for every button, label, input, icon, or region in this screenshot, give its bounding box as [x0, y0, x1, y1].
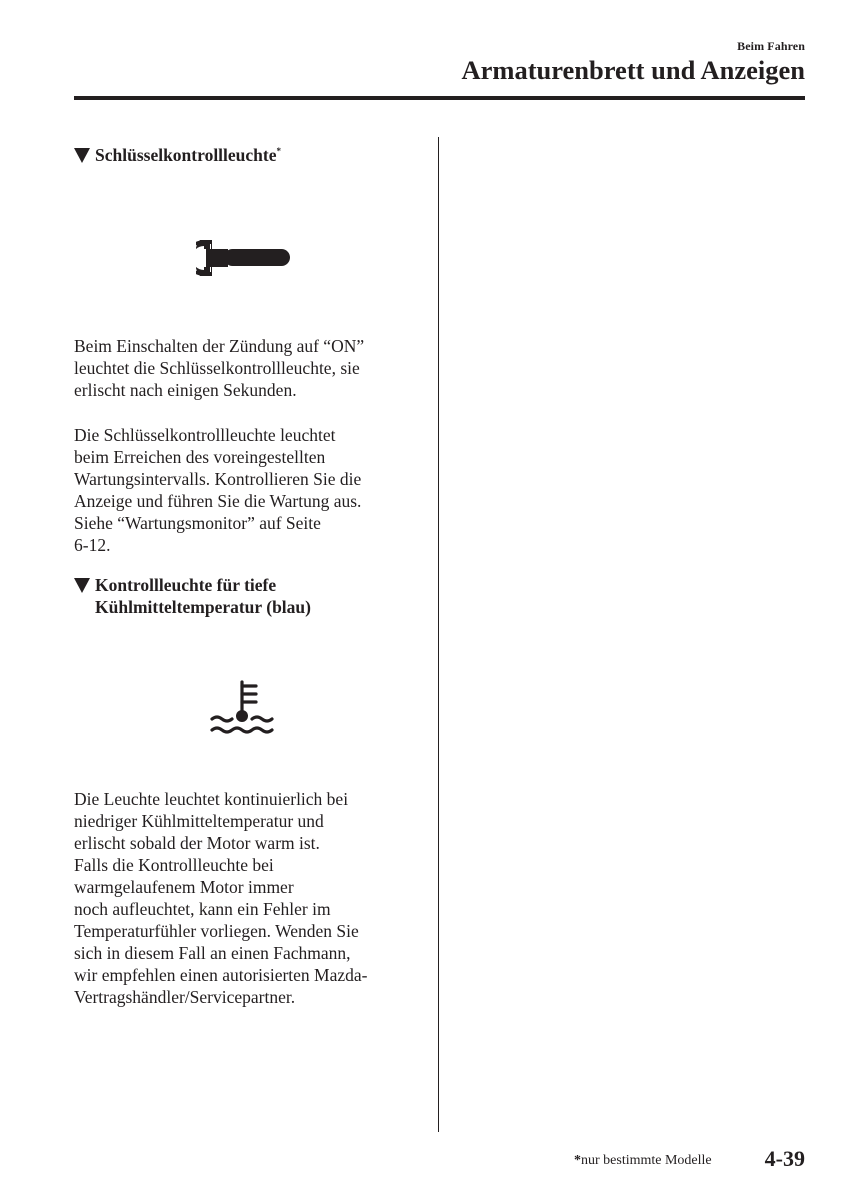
page-number: 4-39	[764, 1146, 805, 1171]
footnote-mark: *	[574, 1153, 581, 1168]
triangle-bullet-icon	[74, 148, 90, 163]
triangle-bullet-icon	[74, 578, 90, 593]
page-title: Armaturenbrett und Anzeigen	[461, 55, 805, 85]
wrench-icon	[196, 236, 292, 285]
footnote-text: nur bestimmte Modelle	[581, 1153, 712, 1168]
section-heading-text: Kühlmitteltemperatur (blau)	[95, 597, 311, 617]
heading-footnote-mark: *	[276, 146, 282, 157]
section-heading-text: Kontrollleuchte für tiefe	[95, 575, 277, 595]
section-heading-coolant-indicator	[74, 574, 311, 618]
footnote	[574, 1153, 712, 1169]
coolant-temperature-icon	[208, 678, 278, 743]
header-rule	[74, 96, 805, 100]
paragraph: Die Schlüsselkontrollleuchte leuchtet beim Erreichen des voreingestellten Wartungsintervalls. Kontrollieren Sie die Anzeige und führen Sie die Wartung aus. Siehe “Wartungsmonitor” auf Seite 6-12.	[74, 425, 362, 555]
column-divider	[438, 137, 439, 1132]
section-heading-text: Schlüsselkontrollleuchte	[95, 145, 277, 165]
paragraph: Die Leuchte leuchtet kontinuierlich bei niedriger Kühlmitteltemperatur und erlischt sobald der Motor warm ist. Falls die Kontrollleuchte bei warmgelaufenem Motor immer noch aufleuchtet, kann ein Fehler im Temperaturfühler vorliegen. Wenden Sie sich in diesem Fall an einen Fachmann, wir empfehlen einen autorisierten Mazda- Vertragshändler/Servicepartner.	[74, 789, 368, 1007]
chapter-label: Beim Fahren	[737, 39, 805, 53]
section-heading-key-indicator	[74, 144, 281, 166]
paragraph: Beim Einschalten der Zündung auf “ON” leuchtet die Schlüsselkontrollleuchte, sie erlischt nach einigen Sekunden.	[74, 336, 365, 400]
